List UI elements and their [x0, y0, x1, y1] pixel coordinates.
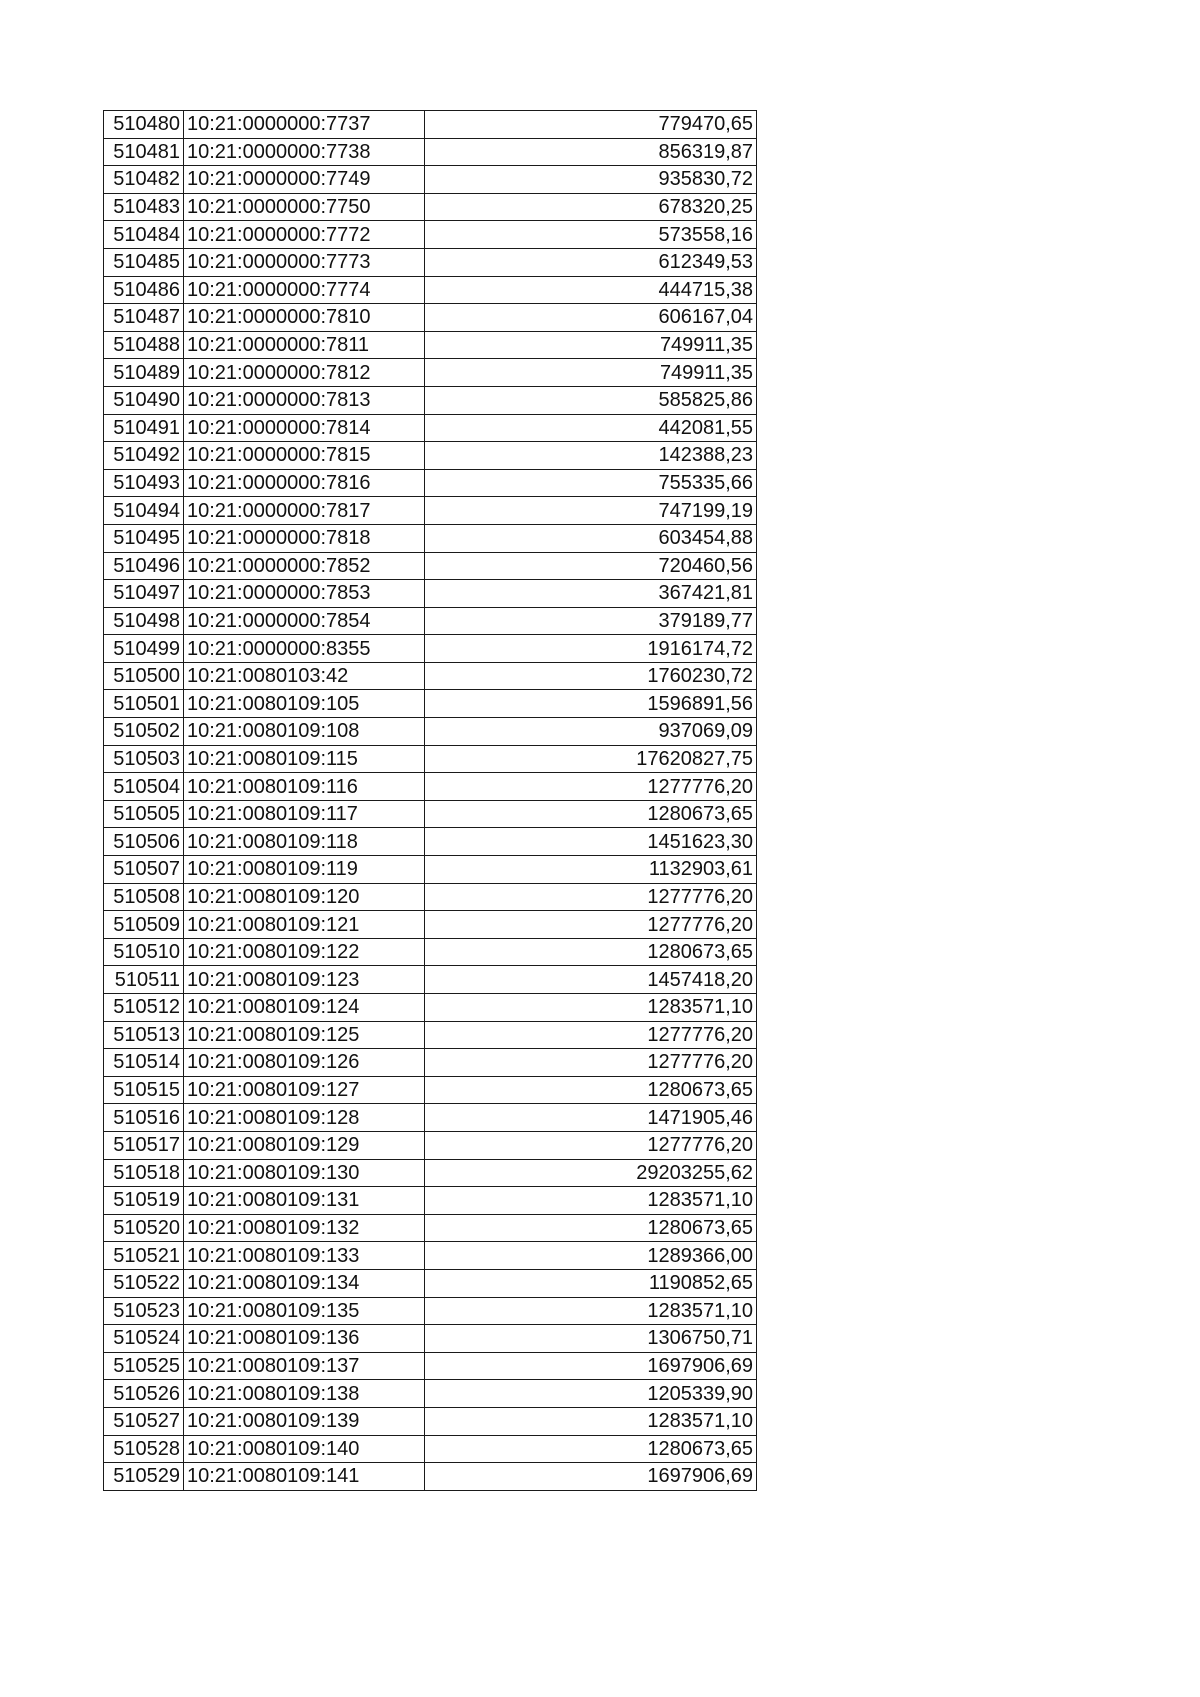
value-cell: 1132903,61: [425, 856, 757, 884]
cadastral-number-cell: 10:21:0000000:7852: [184, 552, 425, 580]
value-cell: 1277776,20: [425, 1049, 757, 1077]
value-cell: 1283571,10: [425, 1187, 757, 1215]
cadastral-number-cell: 10:21:0000000:7737: [184, 111, 425, 139]
table-row: [104, 276, 757, 304]
table-row: [104, 193, 757, 221]
row-number-cell: 510526: [104, 1380, 184, 1408]
table-row: [104, 1380, 757, 1408]
row-number-cell: 510506: [104, 828, 184, 856]
table-row: [104, 331, 757, 359]
row-number-cell: 510522: [104, 1269, 184, 1297]
cadastral-number-cell: 10:21:0080109:105: [184, 690, 425, 718]
cadastral-number-cell: 10:21:0080109:135: [184, 1297, 425, 1325]
table-row: [104, 635, 757, 663]
table-row: [104, 883, 757, 911]
cadastral-number-cell: 10:21:0080109:133: [184, 1242, 425, 1270]
row-number-cell: 510519: [104, 1187, 184, 1215]
cadastral-number-cell: 10:21:0000000:7772: [184, 221, 425, 249]
table-row: [104, 442, 757, 470]
cadastral-number-cell: 10:21:0000000:7817: [184, 497, 425, 525]
table-row: [104, 497, 757, 525]
row-number-cell: 510527: [104, 1407, 184, 1435]
cadastral-number-cell: 10:21:0080109:128: [184, 1104, 425, 1132]
cadastral-number-cell: 10:21:0000000:7774: [184, 276, 425, 304]
value-cell: 606167,04: [425, 304, 757, 332]
value-cell: 1451623,30: [425, 828, 757, 856]
cadastral-number-cell: 10:21:0080109:122: [184, 938, 425, 966]
table-row: [104, 911, 757, 939]
cadastral-number-cell: 10:21:0000000:8355: [184, 635, 425, 663]
row-number-cell: 510500: [104, 662, 184, 690]
cadastral-number-cell: 10:21:0080109:123: [184, 966, 425, 994]
cadastral-number-cell: 10:21:0000000:7813: [184, 386, 425, 414]
row-number-cell: 510508: [104, 883, 184, 911]
cadastral-number-cell: 10:21:0080109:129: [184, 1131, 425, 1159]
table-row: [104, 690, 757, 718]
value-cell: 1916174,72: [425, 635, 757, 663]
row-number-cell: 510504: [104, 773, 184, 801]
value-cell: 1205339,90: [425, 1380, 757, 1408]
cadastral-number-cell: 10:21:0080109:124: [184, 994, 425, 1022]
row-number-cell: 510490: [104, 386, 184, 414]
value-cell: 603454,88: [425, 524, 757, 552]
cadastral-number-cell: 10:21:0080109:121: [184, 911, 425, 939]
cadastral-number-cell: 10:21:0000000:7750: [184, 193, 425, 221]
table-row: [104, 1242, 757, 1270]
table-row: [104, 1407, 757, 1435]
cadastral-number-cell: 10:21:0080109:136: [184, 1325, 425, 1353]
table-row: [104, 1297, 757, 1325]
value-cell: 747199,19: [425, 497, 757, 525]
cadastral-number-cell: 10:21:0080109:125: [184, 1021, 425, 1049]
row-number-cell: 510483: [104, 193, 184, 221]
row-number-cell: 510495: [104, 524, 184, 552]
value-cell: 1306750,71: [425, 1325, 757, 1353]
cadastral-number-cell: 10:21:0080109:137: [184, 1352, 425, 1380]
row-number-cell: 510529: [104, 1463, 184, 1491]
table-row: [104, 221, 757, 249]
cadastral-number-cell: 10:21:0000000:7816: [184, 469, 425, 497]
cadastral-number-cell: 10:21:0000000:7811: [184, 331, 425, 359]
row-number-cell: 510505: [104, 800, 184, 828]
value-cell: 1283571,10: [425, 1407, 757, 1435]
cadastral-number-cell: 10:21:0080109:120: [184, 883, 425, 911]
table-row: [104, 1076, 757, 1104]
row-number-cell: 510492: [104, 442, 184, 470]
value-cell: 749911,35: [425, 359, 757, 387]
value-cell: 720460,56: [425, 552, 757, 580]
cadastral-number-cell: 10:21:0080109:118: [184, 828, 425, 856]
table-row: [104, 773, 757, 801]
row-number-cell: 510511: [104, 966, 184, 994]
cadastral-number-cell: 10:21:0080109:126: [184, 1049, 425, 1077]
table-row: [104, 607, 757, 635]
cadastral-value-table: [103, 110, 757, 1491]
row-number-cell: 510480: [104, 111, 184, 139]
value-cell: 573558,16: [425, 221, 757, 249]
value-cell: 935830,72: [425, 166, 757, 194]
table-row: [104, 828, 757, 856]
value-cell: 678320,25: [425, 193, 757, 221]
row-number-cell: 510523: [104, 1297, 184, 1325]
cadastral-number-cell: 10:21:0080109:138: [184, 1380, 425, 1408]
row-number-cell: 510488: [104, 331, 184, 359]
row-number-cell: 510510: [104, 938, 184, 966]
row-number-cell: 510521: [104, 1242, 184, 1270]
value-cell: 1277776,20: [425, 883, 757, 911]
table-row: [104, 1159, 757, 1187]
table-body: [104, 111, 757, 1491]
cadastral-number-cell: 10:21:0080109:139: [184, 1407, 425, 1435]
table-row: [104, 856, 757, 884]
row-number-cell: 510513: [104, 1021, 184, 1049]
row-number-cell: 510485: [104, 248, 184, 276]
value-cell: 1277776,20: [425, 1021, 757, 1049]
row-number-cell: 510481: [104, 138, 184, 166]
table-row: [104, 938, 757, 966]
value-cell: 1190852,65: [425, 1269, 757, 1297]
table-row: [104, 1214, 757, 1242]
row-number-cell: 510482: [104, 166, 184, 194]
row-number-cell: 510525: [104, 1352, 184, 1380]
cadastral-number-cell: 10:21:0000000:7812: [184, 359, 425, 387]
table-row: [104, 1104, 757, 1132]
cadastral-number-cell: 10:21:0080109:140: [184, 1435, 425, 1463]
row-number-cell: 510494: [104, 497, 184, 525]
value-cell: 1457418,20: [425, 966, 757, 994]
value-cell: 585825,86: [425, 386, 757, 414]
row-number-cell: 510489: [104, 359, 184, 387]
value-cell: 367421,81: [425, 580, 757, 608]
value-cell: 749911,35: [425, 331, 757, 359]
value-cell: 612349,53: [425, 248, 757, 276]
row-number-cell: 510518: [104, 1159, 184, 1187]
row-number-cell: 510509: [104, 911, 184, 939]
row-number-cell: 510493: [104, 469, 184, 497]
table-row: [104, 248, 757, 276]
row-number-cell: 510486: [104, 276, 184, 304]
row-number-cell: 510501: [104, 690, 184, 718]
row-number-cell: 510512: [104, 994, 184, 1022]
cadastral-number-cell: 10:21:0080109:127: [184, 1076, 425, 1104]
row-number-cell: 510498: [104, 607, 184, 635]
value-cell: 142388,23: [425, 442, 757, 470]
value-cell: 1283571,10: [425, 994, 757, 1022]
table-row: [104, 469, 757, 497]
cadastral-number-cell: 10:21:0000000:7853: [184, 580, 425, 608]
cadastral-number-cell: 10:21:0000000:7815: [184, 442, 425, 470]
value-cell: 442081,55: [425, 414, 757, 442]
table-row: [104, 1131, 757, 1159]
cadastral-number-cell: 10:21:0000000:7818: [184, 524, 425, 552]
cadastral-number-cell: 10:21:0080109:117: [184, 800, 425, 828]
cadastral-number-cell: 10:21:0080109:134: [184, 1269, 425, 1297]
value-cell: 1697906,69: [425, 1352, 757, 1380]
row-number-cell: 510514: [104, 1049, 184, 1077]
row-number-cell: 510497: [104, 580, 184, 608]
value-cell: 29203255,62: [425, 1159, 757, 1187]
row-number-cell: 510516: [104, 1104, 184, 1132]
cadastral-number-cell: 10:21:0080109:132: [184, 1214, 425, 1242]
table-row: [104, 662, 757, 690]
cadastral-number-cell: 10:21:0080109:108: [184, 718, 425, 746]
table-row: [104, 966, 757, 994]
row-number-cell: 510524: [104, 1325, 184, 1353]
row-number-cell: 510517: [104, 1131, 184, 1159]
table-row: [104, 414, 757, 442]
value-cell: 779470,65: [425, 111, 757, 139]
row-number-cell: 510496: [104, 552, 184, 580]
table-row: [104, 552, 757, 580]
table-row: [104, 1021, 757, 1049]
value-cell: 1283571,10: [425, 1297, 757, 1325]
value-cell: 1280673,65: [425, 800, 757, 828]
cadastral-number-cell: 10:21:0080109:115: [184, 745, 425, 773]
table-row: [104, 745, 757, 773]
value-cell: 379189,77: [425, 607, 757, 635]
value-cell: 1277776,20: [425, 1131, 757, 1159]
cadastral-number-cell: 10:21:0080109:131: [184, 1187, 425, 1215]
table-row: [104, 1049, 757, 1077]
row-number-cell: 510502: [104, 718, 184, 746]
table-row: [104, 359, 757, 387]
table-row: [104, 166, 757, 194]
table-row: [104, 1325, 757, 1353]
cadastral-number-cell: 10:21:0000000:7814: [184, 414, 425, 442]
table-row: [104, 580, 757, 608]
table-row: [104, 1463, 757, 1491]
table-row: [104, 386, 757, 414]
table-row: [104, 800, 757, 828]
value-cell: 1280673,65: [425, 1076, 757, 1104]
value-cell: 1697906,69: [425, 1463, 757, 1491]
row-number-cell: 510484: [104, 221, 184, 249]
cadastral-number-cell: 10:21:0080109:130: [184, 1159, 425, 1187]
row-number-cell: 510491: [104, 414, 184, 442]
row-number-cell: 510503: [104, 745, 184, 773]
value-cell: 1289366,00: [425, 1242, 757, 1270]
value-cell: 755335,66: [425, 469, 757, 497]
cadastral-number-cell: 10:21:0000000:7854: [184, 607, 425, 635]
value-cell: 1277776,20: [425, 911, 757, 939]
table-row: [104, 1435, 757, 1463]
cadastral-number-cell: 10:21:0080109:116: [184, 773, 425, 801]
table-row: [104, 1352, 757, 1380]
row-number-cell: 510507: [104, 856, 184, 884]
cadastral-number-cell: 10:21:0000000:7773: [184, 248, 425, 276]
cadastral-number-cell: 10:21:0000000:7749: [184, 166, 425, 194]
value-cell: 937069,09: [425, 718, 757, 746]
value-cell: 1760230,72: [425, 662, 757, 690]
table-row: [104, 111, 757, 139]
cadastral-number-cell: 10:21:0080103:42: [184, 662, 425, 690]
table-row: [104, 138, 757, 166]
table-row: [104, 718, 757, 746]
value-cell: 1280673,65: [425, 938, 757, 966]
value-cell: 1280673,65: [425, 1435, 757, 1463]
cadastral-number-cell: 10:21:0080109:119: [184, 856, 425, 884]
row-number-cell: 510528: [104, 1435, 184, 1463]
value-cell: 17620827,75: [425, 745, 757, 773]
row-number-cell: 510499: [104, 635, 184, 663]
cadastral-number-cell: 10:21:0080109:141: [184, 1463, 425, 1491]
value-cell: 1596891,56: [425, 690, 757, 718]
row-number-cell: 510487: [104, 304, 184, 332]
value-cell: 1471905,46: [425, 1104, 757, 1132]
value-cell: 1277776,20: [425, 773, 757, 801]
value-cell: 856319,87: [425, 138, 757, 166]
cadastral-number-cell: 10:21:0000000:7738: [184, 138, 425, 166]
table-row: [104, 1269, 757, 1297]
cadastral-number-cell: 10:21:0000000:7810: [184, 304, 425, 332]
table-row: [104, 304, 757, 332]
table-row: [104, 524, 757, 552]
value-cell: 1280673,65: [425, 1214, 757, 1242]
table-row: [104, 1187, 757, 1215]
row-number-cell: 510515: [104, 1076, 184, 1104]
value-cell: 444715,38: [425, 276, 757, 304]
row-number-cell: 510520: [104, 1214, 184, 1242]
table-row: [104, 994, 757, 1022]
